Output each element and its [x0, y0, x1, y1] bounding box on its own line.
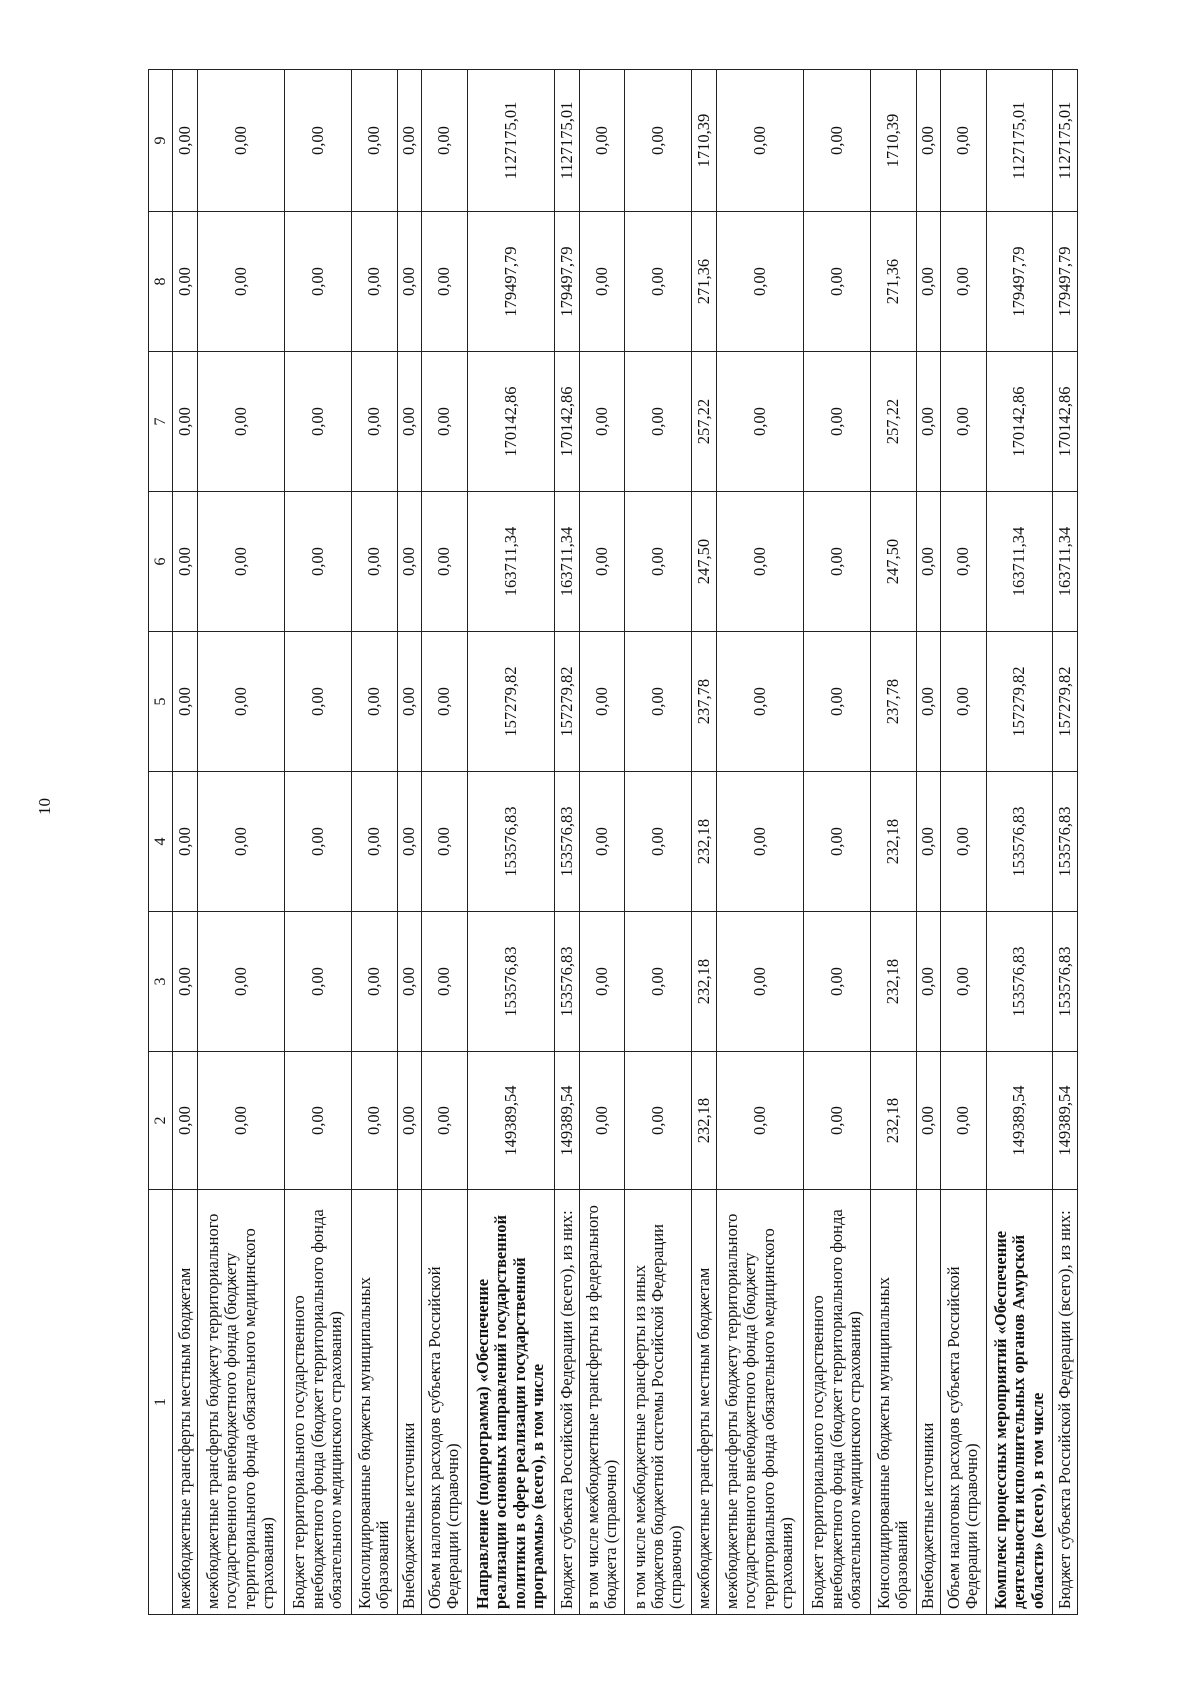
- value-cell: 232,18: [692, 1052, 717, 1190]
- table-row: [197, 70, 285, 1615]
- table-row: [351, 70, 397, 1615]
- table-row: [716, 70, 804, 1615]
- value-cell: 0,00: [173, 212, 198, 352]
- table-row: [871, 70, 917, 1615]
- value-cell: 0,00: [351, 352, 397, 492]
- value-cell: 0,00: [285, 912, 352, 1052]
- value-cell: 0,00: [716, 492, 804, 632]
- value-cell: 0,00: [716, 912, 804, 1052]
- value-cell: 271,36: [692, 212, 717, 352]
- value-cell: 0,00: [804, 352, 871, 492]
- value-cell: 0,00: [197, 352, 285, 492]
- value-cell: 232,18: [692, 912, 717, 1052]
- value-cell: 0,00: [173, 632, 198, 772]
- value-cell: 0,00: [285, 1052, 352, 1190]
- value-cell: 163711,34: [555, 492, 580, 632]
- value-cell: 0,00: [916, 772, 941, 912]
- value-cell: 0,00: [173, 70, 198, 212]
- value-cell: 149389,54: [986, 1052, 1053, 1190]
- value-cell: 0,00: [351, 1052, 397, 1190]
- column-header: 6: [149, 492, 173, 632]
- value-cell: 1127175,01: [986, 70, 1053, 212]
- value-cell: 271,36: [871, 212, 917, 352]
- value-cell: 247,50: [692, 492, 717, 632]
- value-cell: 0,00: [625, 632, 692, 772]
- table-row: [579, 70, 625, 1615]
- row-label: Объем налоговых расходов субъекта Российской Федерации (справочно): [941, 1190, 987, 1615]
- value-cell: 0,00: [579, 1052, 625, 1190]
- table-row: [285, 70, 352, 1615]
- value-cell: 0,00: [941, 70, 987, 212]
- value-cell: 0,00: [422, 632, 468, 772]
- value-cell: 257,22: [871, 352, 917, 492]
- value-cell: 0,00: [941, 212, 987, 352]
- value-cell: 179497,79: [986, 212, 1053, 352]
- table-row: [173, 70, 198, 1615]
- value-cell: 0,00: [941, 492, 987, 632]
- row-label: в том числе межбюджетные трансферты из иных бюджетов бюджетной системы Российской Федерации (справочно): [625, 1190, 692, 1615]
- value-cell: 0,00: [397, 70, 422, 212]
- page-number: 10: [35, 798, 54, 815]
- value-cell: 0,00: [197, 632, 285, 772]
- value-cell: 0,00: [197, 212, 285, 352]
- value-cell: 0,00: [173, 912, 198, 1052]
- value-cell: 0,00: [804, 1052, 871, 1190]
- value-cell: 0,00: [625, 492, 692, 632]
- value-cell: 0,00: [422, 352, 468, 492]
- value-cell: 0,00: [804, 772, 871, 912]
- value-cell: 0,00: [579, 70, 625, 212]
- value-cell: 0,00: [916, 492, 941, 632]
- value-cell: 0,00: [804, 70, 871, 212]
- value-cell: 179497,79: [1053, 212, 1078, 352]
- value-cell: 0,00: [579, 352, 625, 492]
- table-row: [422, 70, 468, 1615]
- row-label: в том числе межбюджетные трансферты из федерального бюджета (справочно): [579, 1190, 625, 1615]
- value-cell: 232,18: [871, 1052, 917, 1190]
- value-cell: 0,00: [351, 772, 397, 912]
- row-label: межбюджетные трансферты местным бюджетам: [692, 1190, 717, 1615]
- value-cell: 0,00: [716, 772, 804, 912]
- value-cell: 1127175,01: [467, 70, 555, 212]
- value-cell: 0,00: [422, 1052, 468, 1190]
- value-cell: 0,00: [197, 70, 285, 212]
- row-label: Направление (подпрограмма) «Обеспечение реализации основных направлений государственной политики в сфере реализации государственной программы» (всего), в том числе: [467, 1190, 555, 1615]
- value-cell: 153576,83: [467, 912, 555, 1052]
- value-cell: 0,00: [916, 632, 941, 772]
- value-cell: 0,00: [422, 772, 468, 912]
- row-label: Консолидированные бюджеты муниципальных образований: [871, 1190, 917, 1615]
- value-cell: 0,00: [197, 912, 285, 1052]
- budget-table: [148, 69, 1078, 1615]
- value-cell: 149389,54: [467, 1052, 555, 1190]
- value-cell: 0,00: [579, 772, 625, 912]
- row-label: Внебюджетные источники: [916, 1190, 941, 1615]
- value-cell: 170142,86: [986, 352, 1053, 492]
- value-cell: 237,78: [692, 632, 717, 772]
- row-label: межбюджетные трансферты местным бюджетам: [173, 1190, 198, 1615]
- value-cell: 0,00: [422, 70, 468, 212]
- value-cell: 0,00: [579, 492, 625, 632]
- value-cell: 0,00: [916, 1052, 941, 1190]
- table-header-row: [149, 70, 173, 1615]
- value-cell: 0,00: [285, 70, 352, 212]
- value-cell: 0,00: [625, 70, 692, 212]
- table-row: [625, 70, 692, 1615]
- value-cell: 0,00: [716, 632, 804, 772]
- table-row: [1053, 70, 1078, 1615]
- value-cell: 153576,83: [1053, 772, 1078, 912]
- value-cell: 0,00: [941, 772, 987, 912]
- value-cell: 0,00: [716, 70, 804, 212]
- value-cell: 0,00: [397, 352, 422, 492]
- value-cell: 0,00: [941, 352, 987, 492]
- value-cell: 163711,34: [467, 492, 555, 632]
- rotated-table-container: [148, 70, 1078, 1615]
- row-label: межбюджетные трансферты бюджету территориального государственного внебюджетного фонда (бюджету территориального фонда обязательного медицинского страхования): [716, 1190, 804, 1615]
- row-label: Бюджет территориального государственного внебюджетного фонда (бюджет территориального фонда обязательного медицинского страхования): [285, 1190, 352, 1615]
- value-cell: 0,00: [625, 212, 692, 352]
- value-cell: 0,00: [173, 772, 198, 912]
- value-cell: 179497,79: [555, 212, 580, 352]
- value-cell: 163711,34: [986, 492, 1053, 632]
- table-row: [916, 70, 941, 1615]
- value-cell: 0,00: [285, 492, 352, 632]
- value-cell: 0,00: [285, 352, 352, 492]
- value-cell: 0,00: [916, 70, 941, 212]
- value-cell: 237,78: [871, 632, 917, 772]
- column-header: 1: [149, 1190, 173, 1615]
- value-cell: 0,00: [579, 212, 625, 352]
- value-cell: 0,00: [197, 772, 285, 912]
- value-cell: 0,00: [173, 352, 198, 492]
- value-cell: 0,00: [916, 352, 941, 492]
- value-cell: 0,00: [197, 1052, 285, 1190]
- value-cell: 0,00: [804, 912, 871, 1052]
- value-cell: 0,00: [625, 912, 692, 1052]
- value-cell: 157279,82: [467, 632, 555, 772]
- table-row: [555, 70, 580, 1615]
- value-cell: 232,18: [692, 772, 717, 912]
- value-cell: 0,00: [625, 1052, 692, 1190]
- value-cell: 0,00: [804, 632, 871, 772]
- value-cell: 0,00: [625, 352, 692, 492]
- value-cell: 0,00: [422, 212, 468, 352]
- value-cell: 0,00: [285, 632, 352, 772]
- row-label: Внебюджетные источники: [397, 1190, 422, 1615]
- value-cell: 149389,54: [555, 1052, 580, 1190]
- table-row: [804, 70, 871, 1615]
- table-row: [467, 70, 555, 1615]
- table-row: [941, 70, 987, 1615]
- value-cell: 157279,82: [555, 632, 580, 772]
- row-label: Бюджет территориального государственного внебюджетного фонда (бюджет территориального фонда обязательного медицинского страхования): [804, 1190, 871, 1615]
- value-cell: 0,00: [351, 912, 397, 1052]
- value-cell: 0,00: [173, 492, 198, 632]
- value-cell: 170142,86: [1053, 352, 1078, 492]
- value-cell: 247,50: [871, 492, 917, 632]
- value-cell: 0,00: [397, 632, 422, 772]
- value-cell: 0,00: [351, 212, 397, 352]
- value-cell: 0,00: [941, 632, 987, 772]
- value-cell: 0,00: [625, 772, 692, 912]
- value-cell: 0,00: [941, 1052, 987, 1190]
- value-cell: 1127175,01: [555, 70, 580, 212]
- value-cell: 153576,83: [1053, 912, 1078, 1052]
- value-cell: 0,00: [351, 492, 397, 632]
- value-cell: 0,00: [351, 70, 397, 212]
- value-cell: 153576,83: [467, 772, 555, 912]
- value-cell: 153576,83: [555, 912, 580, 1052]
- value-cell: 149389,54: [1053, 1052, 1078, 1190]
- column-header: 5: [149, 632, 173, 772]
- value-cell: 0,00: [285, 212, 352, 352]
- value-cell: 0,00: [285, 772, 352, 912]
- value-cell: 0,00: [916, 212, 941, 352]
- row-label: Комплекс процессных мероприятий «Обеспечение деятельности исполнительных органов Амурской области» (всего), в том числе: [986, 1190, 1053, 1615]
- row-label: межбюджетные трансферты бюджету территориального государственного внебюджетного фонда (бюджету территориального фонда обязательного медицинского страхования): [197, 1190, 285, 1615]
- column-header: 8: [149, 212, 173, 352]
- value-cell: 1127175,01: [1053, 70, 1078, 212]
- column-header: 7: [149, 352, 173, 492]
- row-label: Консолидированные бюджеты муниципальных образований: [351, 1190, 397, 1615]
- value-cell: 0,00: [804, 492, 871, 632]
- value-cell: 0,00: [941, 912, 987, 1052]
- value-cell: 179497,79: [467, 212, 555, 352]
- value-cell: 0,00: [397, 492, 422, 632]
- value-cell: 157279,82: [1053, 632, 1078, 772]
- value-cell: 0,00: [422, 492, 468, 632]
- value-cell: 163711,34: [1053, 492, 1078, 632]
- value-cell: 0,00: [197, 492, 285, 632]
- value-cell: 0,00: [397, 212, 422, 352]
- value-cell: 0,00: [716, 352, 804, 492]
- value-cell: 1710,39: [871, 70, 917, 212]
- value-cell: 0,00: [397, 912, 422, 1052]
- value-cell: 170142,86: [467, 352, 555, 492]
- value-cell: 0,00: [579, 632, 625, 772]
- value-cell: 0,00: [397, 1052, 422, 1190]
- value-cell: 0,00: [804, 212, 871, 352]
- table-row: [692, 70, 717, 1615]
- value-cell: 0,00: [716, 1052, 804, 1190]
- row-label: Бюджет субъекта Российской Федерации (всего), из них:: [555, 1190, 580, 1615]
- column-header: 2: [149, 1052, 173, 1190]
- column-header: 3: [149, 912, 173, 1052]
- row-label: Бюджет субъекта Российской Федерации (всего), из них:: [1053, 1190, 1078, 1615]
- value-cell: 232,18: [871, 912, 917, 1052]
- value-cell: 0,00: [397, 772, 422, 912]
- table-row: [397, 70, 422, 1615]
- value-cell: 153576,83: [555, 772, 580, 912]
- column-header: 4: [149, 772, 173, 912]
- value-cell: 0,00: [422, 912, 468, 1052]
- value-cell: 0,00: [579, 912, 625, 1052]
- row-label: Объем налоговых расходов субъекта Российской Федерации (справочно): [422, 1190, 468, 1615]
- value-cell: 0,00: [173, 1052, 198, 1190]
- value-cell: 170142,86: [555, 352, 580, 492]
- value-cell: 1710,39: [692, 70, 717, 212]
- value-cell: 232,18: [871, 772, 917, 912]
- table-row: [986, 70, 1053, 1615]
- value-cell: 257,22: [692, 352, 717, 492]
- value-cell: 0,00: [351, 632, 397, 772]
- value-cell: 157279,82: [986, 632, 1053, 772]
- value-cell: 153576,83: [986, 772, 1053, 912]
- column-header: 9: [149, 70, 173, 212]
- value-cell: 0,00: [716, 212, 804, 352]
- value-cell: 0,00: [916, 912, 941, 1052]
- value-cell: 153576,83: [986, 912, 1053, 1052]
